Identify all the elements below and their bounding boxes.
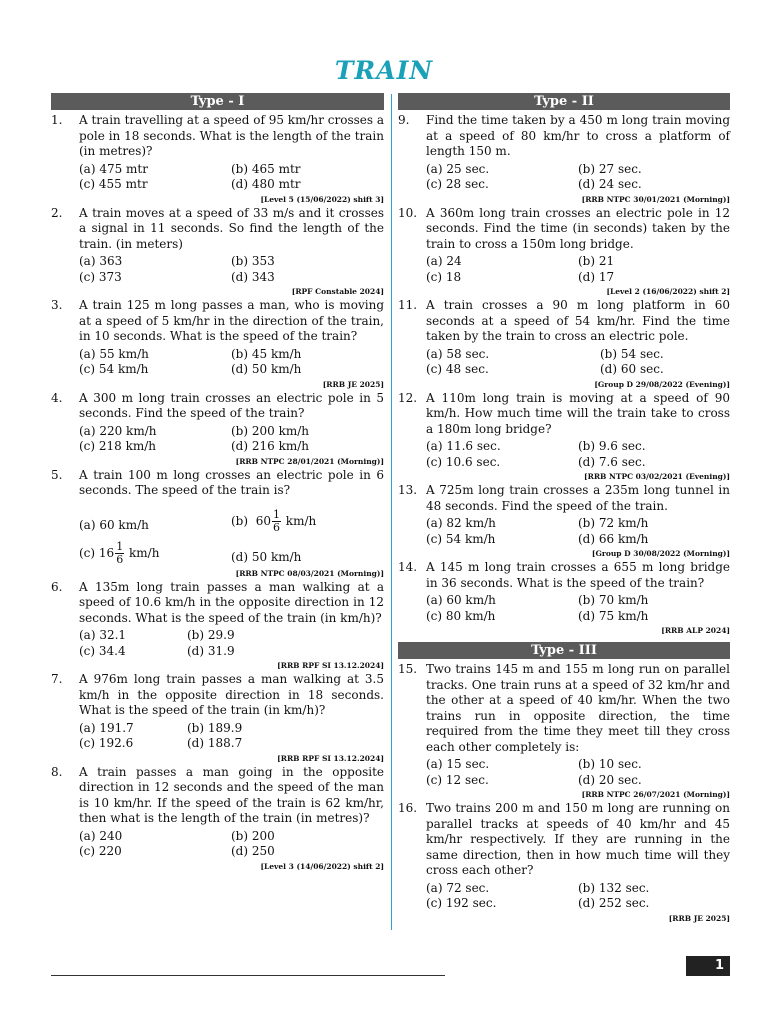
option-b: (b) 27 sec. bbox=[578, 161, 642, 176]
option-d: (d) 66 km/h bbox=[578, 531, 649, 546]
option-a: (a) 240 bbox=[79, 828, 123, 843]
question-text: Two trains 145 m and 155 m long run on parallel tracks. One train runs at a speed of 32 km/hr and the other at a speed of 40 km/hr. When the two trains run in opposite direction, the time required from the time they meet till they cross each other completely is: bbox=[426, 662, 730, 754]
option-c: (c) 48 sec. bbox=[426, 362, 489, 376]
option-d: (d) 50 km/h bbox=[231, 362, 302, 376]
question-source: [RRB NTPC 03/02/2021 (Evening)] bbox=[584, 472, 730, 481]
question-text: A 360m long train crosses an electric pole in 12 seconds. Find the time (in seconds) taken by the train to cross a 150m long bridge. bbox=[426, 205, 730, 251]
options bbox=[79, 347, 384, 378]
question-number: 13. bbox=[398, 483, 418, 497]
option-d: (d) 60 sec. bbox=[600, 362, 664, 376]
option-b: (b) 60 $\frac{1}{6}$ km/h bbox=[231, 507, 317, 534]
option-b: (b) 189.9 bbox=[187, 720, 243, 735]
question-number: 11. bbox=[398, 298, 418, 312]
question-4 bbox=[51, 391, 384, 467]
question-number: 1. bbox=[51, 113, 63, 127]
option-d: (d) 17 bbox=[578, 269, 615, 284]
question-8 bbox=[51, 765, 384, 872]
option-a: (a) 60 km/h bbox=[79, 517, 149, 532]
option-c: (c) 12 sec. bbox=[426, 772, 489, 787]
options bbox=[426, 254, 730, 285]
option-c: (c) 16 $\frac{1}{6}$ km/h bbox=[79, 539, 160, 566]
question-3 bbox=[51, 298, 384, 390]
option-c: (c) 28 sec. bbox=[426, 177, 489, 191]
question-number: 16. bbox=[398, 801, 418, 815]
option-b: (b) 29.9 bbox=[187, 628, 235, 642]
question-text: Two trains 200 m and 150 m long are running on parallel tracks at speeds of 40 km/hr and 45 km/hr respectively. If they are running in the same direction, then in how much time will they cross each other? bbox=[426, 801, 730, 877]
question-source: [RRB NTPC 30/01/2021 (Morning)] bbox=[581, 194, 730, 204]
question-number: 10. bbox=[398, 205, 418, 220]
options bbox=[426, 162, 730, 193]
question-text: A train crosses a 90 m long platform in 60 seconds at a speed of 54 km/hr. Find the time taken by the train to cross an electric pole. bbox=[426, 298, 730, 343]
option-b: (b) 54 sec. bbox=[600, 346, 664, 361]
option-d: (d) 75 km/h bbox=[578, 608, 649, 623]
question-16 bbox=[398, 801, 730, 924]
question-text: A 976m long train passes a man walking at 3.5 km/h in the opposite direction in 18 seconds. What is the speed of the train (in km/h)? bbox=[79, 672, 384, 717]
option-a: (a) 58 sec. bbox=[426, 346, 490, 361]
question-text: A 725m long train crosses a 235m long tunnel in 48 seconds. Find the speed of the train. bbox=[426, 483, 730, 513]
option-a: (a) 475 mtr bbox=[79, 161, 148, 176]
question-number: 2. bbox=[51, 205, 63, 220]
question-source: [RRB JE 2025] bbox=[668, 913, 730, 923]
question-6 bbox=[51, 580, 384, 672]
question-source: [RRB NTPC 26/07/2021 (Morning)] bbox=[581, 790, 730, 799]
question-9 bbox=[398, 113, 730, 205]
options bbox=[426, 757, 730, 788]
question-text: Find the time taken by a 450 m long train moving at a speed of 80 km/hr to cross a platform of length 150 m. bbox=[426, 113, 730, 158]
question-number: 14. bbox=[398, 560, 418, 574]
option-a: (a) 15 sec. bbox=[426, 757, 490, 771]
question-12 bbox=[398, 391, 730, 483]
question-source: [Group D 30/08/2022 (Morning)] bbox=[591, 549, 730, 558]
option-a: (a) 191.7 bbox=[79, 720, 134, 735]
option-b: (b) 353 bbox=[231, 254, 275, 268]
question-11 bbox=[398, 298, 730, 390]
option-c: (c) 10.6 sec. bbox=[426, 454, 501, 469]
question-text: A train 125 m long passes a man, who is moving at a speed of 5 km/hr in the direction of the train, in 10 seconds. What is the speed of the train? bbox=[79, 298, 384, 343]
question-source: [Level 5 (15/06/2022) shift 3] bbox=[260, 194, 384, 204]
page-title: TRAIN bbox=[334, 56, 434, 85]
option-b: (b) 70 km/h bbox=[578, 593, 649, 607]
question-number: 9. bbox=[398, 113, 410, 127]
option-a: (a) 363 bbox=[79, 254, 123, 268]
option-d: (d) 216 km/h bbox=[231, 439, 309, 453]
question-text: A 110m long train is moving at a speed of 90 km/h. How much time will the train take to cross a 180m long bridge? bbox=[426, 390, 730, 436]
option-a: (a) 60 km/h bbox=[426, 593, 496, 607]
option-d: (d) 480 mtr bbox=[231, 177, 301, 191]
fraction: $\frac{1}{6}$ bbox=[116, 539, 124, 566]
options bbox=[79, 424, 384, 455]
column-divider bbox=[391, 94, 392, 930]
section-header-type-1: Type - I bbox=[51, 93, 384, 110]
option-d: (d) 343 bbox=[231, 269, 275, 284]
right-column bbox=[398, 93, 730, 925]
option-a: (a) 72 sec. bbox=[426, 880, 490, 895]
option-a: (a) 220 km/h bbox=[79, 423, 157, 438]
question-15 bbox=[398, 662, 730, 800]
option-a: (a) 32.1 bbox=[79, 628, 127, 642]
option-c: (c) 373 bbox=[79, 269, 122, 284]
left-column bbox=[51, 93, 384, 873]
question-number: 4. bbox=[51, 390, 63, 405]
question-source: [RRB RPF SI 13.12.2024] bbox=[277, 753, 384, 763]
option-a: (a) 82 km/h bbox=[426, 516, 496, 530]
section-header-type-3: Type - III bbox=[398, 642, 730, 659]
option-d: (d) 31.9 bbox=[187, 643, 235, 658]
option-c: (c) 455 mtr bbox=[79, 177, 148, 191]
question-7 bbox=[51, 672, 384, 764]
option-b: (b) 200 km/h bbox=[231, 423, 309, 438]
question-source: [RRB NTPC 08/03/2021 (Morning)] bbox=[235, 568, 384, 578]
options bbox=[426, 881, 730, 912]
question-text: A train passes a man going in the opposite direction in 12 seconds and the speed of the man is 10 km/hr. If the speed of the train is 62 km/hr, then what is the length of the train (in metres)? bbox=[79, 764, 384, 825]
option-a: (a) 24 bbox=[426, 254, 462, 268]
options bbox=[79, 509, 384, 567]
options bbox=[426, 347, 730, 378]
question-source: [RRB NTPC 28/01/2021 (Morning)] bbox=[235, 456, 384, 466]
option-a: (a) 25 sec. bbox=[426, 161, 490, 176]
question-source: [RRB ALP 2024] bbox=[661, 626, 730, 635]
question-text: A 300 m long train crosses an electric pole in 5 seconds. Find the speed of the train? bbox=[79, 390, 384, 420]
section-header-type-2: Type - II bbox=[398, 93, 730, 110]
question-text: A 135m long train passes a man walking at a speed of 10.6 km/h in the opposite direction in 12 seconds. What is the speed of the train (in km/h)? bbox=[79, 579, 384, 625]
question-source: [Level 3 (14/06/2022) shift 2] bbox=[260, 861, 384, 871]
question-14 bbox=[398, 560, 730, 636]
options bbox=[79, 721, 384, 752]
option-a: (a) 11.6 sec. bbox=[426, 439, 501, 453]
option-b: (b) 45 km/h bbox=[231, 346, 302, 361]
option-d: (d) 188.7 bbox=[187, 736, 243, 750]
option-d: (d) 252 sec. bbox=[578, 896, 650, 910]
question-text: A train travelling at a speed of 95 km/hr crosses a pole in 18 seconds. What is the length of the train (in metres)? bbox=[79, 113, 384, 158]
option-c: (c) 192.6 bbox=[79, 736, 134, 750]
option-c: (c) 54 km/h bbox=[426, 531, 496, 546]
option-c: (c) 18 bbox=[426, 269, 462, 284]
option-b: (b) 200 bbox=[231, 828, 275, 843]
option-d: (d) 20 sec. bbox=[578, 772, 642, 787]
question-5 bbox=[51, 468, 384, 579]
question-number: 12. bbox=[398, 390, 418, 405]
option-b: (b) 132 sec. bbox=[578, 880, 650, 895]
question-source: [Level 2 (16/06/2022) shift 2] bbox=[606, 287, 730, 296]
option-c: (c) 54 km/h bbox=[79, 362, 149, 376]
option-d: (d) 7.6 sec. bbox=[578, 454, 646, 469]
option-b: (b) 72 km/h bbox=[578, 516, 649, 530]
options bbox=[79, 162, 384, 193]
option-d: (d) 24 sec. bbox=[578, 177, 642, 191]
question-text: A train 100 m long crosses an electric pole in 6 seconds. The speed of the train is? bbox=[79, 467, 384, 497]
options bbox=[79, 254, 384, 285]
question-source: [Group D 29/08/2022 (Evening)] bbox=[594, 379, 730, 389]
option-c: (c) 220 bbox=[79, 844, 122, 858]
option-c: (c) 192 sec. bbox=[426, 896, 497, 910]
options bbox=[426, 593, 730, 624]
options bbox=[426, 516, 730, 547]
question-number: 5. bbox=[51, 467, 63, 482]
question-source: [RRB RPF SI 13.12.2024] bbox=[277, 661, 384, 670]
option-d: (d) 50 km/h bbox=[231, 549, 302, 564]
question-number: 3. bbox=[51, 298, 63, 312]
question-number: 7. bbox=[51, 672, 63, 686]
question-number: 15. bbox=[398, 662, 418, 676]
question-10 bbox=[398, 206, 730, 298]
question-13 bbox=[398, 483, 730, 559]
option-c: (c) 218 km/h bbox=[79, 439, 157, 453]
options bbox=[426, 439, 730, 470]
question-text: A 145 m long train crosses a 655 m long bridge in 36 seconds. What is the speed of the train? bbox=[426, 560, 730, 590]
question-source: [RRB JE 2025] bbox=[322, 379, 384, 389]
option-c: (c) 34.4 bbox=[79, 643, 126, 658]
option-b: (b) 21 bbox=[578, 254, 615, 268]
option-a: (a) 55 km/h bbox=[79, 346, 149, 361]
option-b: (b) 465 mtr bbox=[231, 161, 301, 176]
question-number: 6. bbox=[51, 579, 63, 594]
option-d: (d) 250 bbox=[231, 844, 275, 858]
option-c: (c) 80 km/h bbox=[426, 608, 496, 623]
option-b: (b) 9.6 sec. bbox=[578, 439, 646, 453]
fraction: $\frac{1}{6}$ bbox=[272, 507, 280, 534]
question-source: [RPF Constable 2024] bbox=[291, 287, 384, 296]
page-number: 1 bbox=[686, 956, 730, 976]
options bbox=[79, 829, 384, 860]
question-text: A train moves at a speed of 33 m/s and it crosses a signal in 11 seconds. So find the length of the train. (in meters) bbox=[79, 205, 384, 251]
question-2 bbox=[51, 206, 384, 298]
options bbox=[79, 628, 384, 659]
question-number: 8. bbox=[51, 764, 63, 779]
footer-rule bbox=[51, 975, 445, 976]
question-1 bbox=[51, 113, 384, 205]
option-b: (b) 10 sec. bbox=[578, 757, 642, 771]
